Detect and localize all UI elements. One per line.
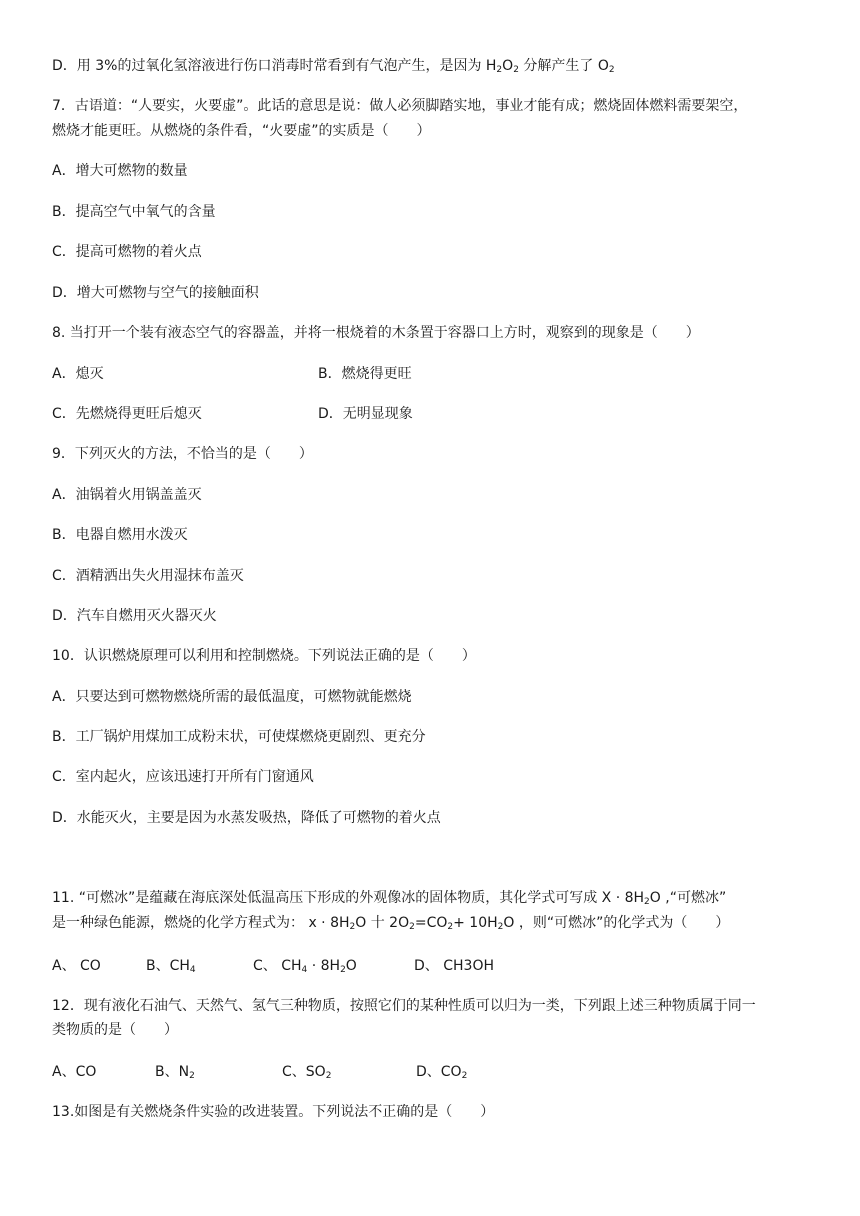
q10-option-d: D．水能灭火，主要是因为水蒸发吸热，降低了可燃物的着火点 (52, 810, 441, 826)
q13-stem: 13.如图是有关燃烧条件实验的改进装置。下列说法不正确的是（ ） (52, 1104, 495, 1120)
q7-option-a: A．增大可燃物的数量 (52, 163, 188, 179)
q7-option-b: B．提高空气中氧气的含量 (52, 204, 216, 220)
q7-stem-line1: 7．古语道：“人要实，火要虚”。此话的意思是说：做人必须脚踏实地，事业才能有成；燃烧固体燃料需要架空， (52, 98, 748, 114)
q12-option-d: D、$CO_2$ (416, 1064, 468, 1081)
q11-stem-line2: 是一种绿色能源，燃烧的化学方程式为： $x \cdot 8H_2O$ 十 $2O_2=CO_2+ 10H_2O$ ，则“可燃冰”的化学式为（ ） (52, 915, 730, 932)
q11-option-d: D、 CH3OH (414, 958, 494, 974)
q7-option-c: C．提高可燃物的着火点 (52, 244, 202, 260)
q7-option-d: D．增大可燃物与空气的接触面积 (52, 285, 259, 301)
q8-option-d: D．无明显现象 (318, 406, 413, 422)
q9-option-a: A．油锅着火用锅盖盖灭 (52, 487, 202, 503)
q11-option-b: B、$CH_4$ (146, 958, 196, 975)
q8-option-b: B．燃烧得更旺 (318, 366, 412, 382)
q12-stem-line2: 类物质的是（ ） (52, 1022, 178, 1038)
q11-stem-line1: 11. “可燃冰”是蕴藏在海底深处低温高压下形成的外观像冰的固体物质，其化学式可写成 $X \cdot 8H_2O$ ,“可燃冰” (52, 890, 727, 907)
q12-stem-line1: 12．现有液化石油气、天然气、氢气三种物质，按照它们的某种性质可以归为一类，下列跟上述三种物质属于同一 (52, 998, 756, 1014)
q7-stem-line2: 燃烧才能更旺。从燃烧的条件看，“火要虚”的实质是（ ） (52, 123, 431, 139)
q10-option-a: A．只要达到可燃物燃烧所需的最低温度，可燃物就能燃烧 (52, 689, 412, 705)
q12-option-a: A、CO (52, 1064, 97, 1080)
q9-option-d: D．汽车自燃用灭火器灭火 (52, 608, 217, 624)
q10-option-c: C．室内起火，应该迅速打开所有门窗通风 (52, 769, 314, 785)
q9-option-c: C．酒精洒出失火用湿抹布盖灭 (52, 568, 244, 584)
q10-stem: 10．认识燃烧原理可以利用和控制燃烧。下列说法正确的是（ ） (52, 648, 476, 664)
q11-option-c: C、 $CH_4 \cdot 8H_2O$ (253, 958, 357, 975)
q8-option-a: A．熄灭 (52, 366, 104, 382)
q6-option-d-pre: D．用 3%的过氧化氢溶液进行伤口消毒时常看到有气泡产生，是因为 H (52, 58, 497, 74)
q8-option-c: C．先燃烧得更旺后熄灭 (52, 406, 202, 422)
q11-option-a: A、 CO (52, 958, 101, 974)
q8-stem: 8. 当打开一个装有液态空气的容器盖，并将一根烧着的木条置于容器口上方时，观察到的现象是（ ） (52, 325, 700, 341)
q10-option-b: B．工厂锅炉用煤加工成粉末状，可使煤燃烧更剧烈、更充分 (52, 729, 426, 745)
q6-option-d: D．用 3%的过氧化氢溶液进行伤口消毒时常看到有气泡产生，是因为 $H_2O_2$ 分解产生了 $O_2$ (52, 58, 615, 75)
q9-stem: 9．下列灭火的方法，不恰当的是（ ） (52, 446, 313, 462)
q12-option-c: C、$SO_2$ (282, 1064, 332, 1081)
q9-option-b: B．电器自燃用水泼灭 (52, 527, 188, 543)
q12-option-b: B、$N_2$ (155, 1064, 195, 1081)
